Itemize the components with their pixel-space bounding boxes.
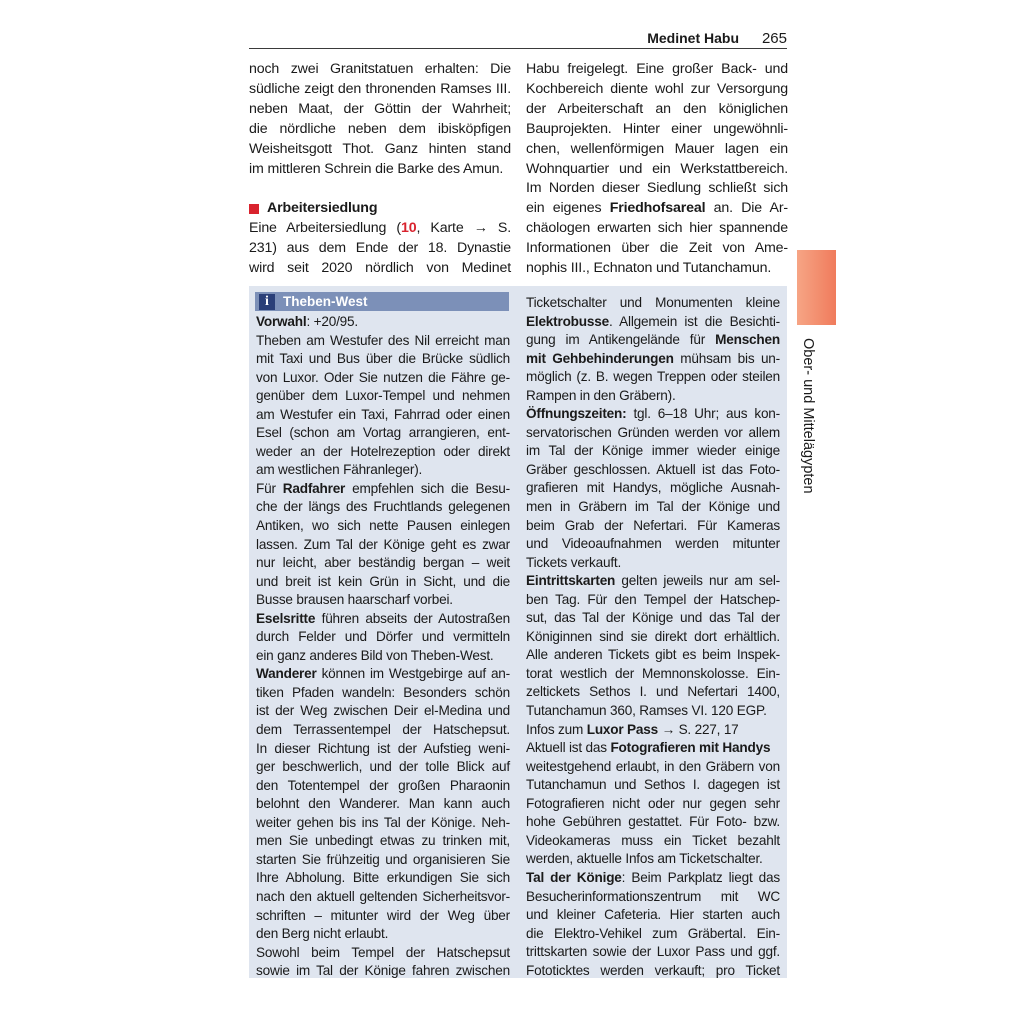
text-line: genüber dem Luxor-Tempel und nehmen [256, 388, 510, 404]
text-line: ben Tag. Für den Tempel der Hatschep- [526, 591, 780, 607]
text-run: mühsam bis un- [673, 350, 780, 366]
text-line: trittskarten sowie der Luxor Pass und ggf. [526, 944, 780, 960]
text-run: gung im Antikengelände für [526, 332, 716, 348]
text-line: men Sie unbedingt etwas zu trinken mit, [256, 833, 510, 849]
bold-term: Friedhofsareal [609, 200, 706, 217]
text-line: werden, aktuelle Infos am Ticketschalter. [526, 851, 763, 867]
bold-term: Eintrittskarten [526, 573, 616, 589]
text-line: servatorischen Gründen werden vor allem [526, 424, 780, 440]
info-icon: i [259, 294, 275, 310]
text-line: ist der Weg zwischen Deir el-Medina und [256, 703, 510, 719]
text-line [256, 313, 510, 332]
text-run: an. Die Ar- [705, 200, 789, 217]
text-line: Im Norden dieser Siedlung schließt sich [526, 180, 788, 197]
chapter-title: Medinet Habu [647, 30, 739, 46]
text-line: ger beschwerlich, und der tolle Blick auf [256, 759, 510, 775]
text-line: möglich (z. B. wegen Treppen oder steilen [526, 369, 780, 385]
text-line: im Tal der Könige immer wieder einige [526, 443, 780, 459]
chapter-tab [797, 250, 836, 325]
page-number: 265 [761, 30, 787, 47]
running-header [249, 28, 787, 49]
text-run: gelten jeweils nur am sel- [615, 573, 780, 589]
text-line [526, 331, 780, 350]
text-line: In dieser Richtung ist der Aufstieg weni- [256, 740, 510, 756]
text-line: mit Taxi und Bus über die Brücke südlich [256, 351, 510, 367]
text-line: am Westufer ein Taxi, Fahrrad oder einen [256, 406, 510, 422]
text-line: die nördliche neben dem ibisköpfigen [249, 120, 511, 137]
text-line: Tutanchamun 360, Ramses VI. 120 EGP. [526, 703, 767, 719]
text-line: am westlichen Fähranleger). [256, 462, 423, 478]
text-line: nach den aktuell geltenden Sicherheitsvor- [256, 888, 510, 904]
chapter-side-label [796, 338, 826, 518]
text-line: im mittleren Schrein die Barke des Amun. [249, 160, 504, 177]
text-line: Alle anderen Tickets gibt es beim Inspek- [526, 647, 780, 663]
text-line: starten Sie frühzeitig und organisieren Sie [256, 851, 510, 867]
text-line: hohe Gebühren gestattet. Für Foto- bzw. [526, 814, 780, 830]
text-line: weder an der Hotelrezeption oder direkt [256, 443, 510, 459]
text-run: Eine Arbeitersiedlung ( [249, 220, 401, 237]
paragraph [249, 60, 511, 179]
text-line: Fototicktes werden verkauft; pro Ticket [526, 962, 780, 978]
text-run: empfehlen sich die Besu- [345, 480, 510, 496]
text-line: Esel (schon am Vortag arrangieren, ent- [256, 425, 510, 441]
text-line [256, 480, 510, 499]
text-line: noch zwei Granitstatuen erhalten: Die [249, 61, 511, 77]
text-line: neben Maat, der Göttin der Wahrheit; [249, 100, 511, 117]
bold-term: Vorwahl [256, 314, 307, 329]
text-line [526, 405, 780, 424]
text-line: Theben am Westufer des Nil erreicht man [256, 332, 510, 348]
text-line: Antiken, wo sich nette Pausen einlegen [256, 518, 510, 534]
text-line: und kleiner Cafeteria. Hier starten auch [526, 907, 780, 923]
text-line [249, 219, 511, 239]
text-line: belohnt den Wanderer. Man kann auch [256, 796, 510, 812]
text-line: nophis III., Echnaton und Tutanchamun. [526, 260, 772, 277]
text-line: die Elektro-Vehikel zum Gräbertal. Ein- [526, 925, 780, 941]
text-run: : +20/95. [306, 314, 358, 329]
text-line: durch Felder und Dörfer und vermitteln [256, 629, 510, 645]
text-line [526, 350, 780, 369]
text-line [526, 721, 780, 740]
info-box-column-right [526, 294, 780, 980]
text-line: weiter gehen bis ins Tal der Könige. Neh- [256, 814, 510, 830]
info-box-header [255, 292, 509, 311]
text-line: dem Terrassentempel der Hatschepsut. [256, 722, 510, 738]
bold-term: Eselsritte [256, 610, 316, 626]
bold-term: Tal der Könige [526, 869, 622, 885]
text-run: Für [256, 480, 283, 496]
text-line: südliche zeigt den thronenden Ramses III. [249, 80, 511, 97]
text-run: führen abseits der Autostraßen [315, 610, 510, 626]
info-box [249, 286, 787, 978]
text-line: chäologen erwarten sich hier spannende [526, 220, 788, 237]
text-line: Tutanchamun und Sethos I. dagegen ist [526, 777, 780, 793]
text-line [256, 665, 510, 684]
text-line: Wohnquartier und ein Werkstattbereich. [526, 160, 788, 177]
text-line: Gräber geschlossen. Aktuell ist das Foto- [526, 461, 780, 477]
text-line: Ticketschalter und Monumenten kleine [526, 295, 780, 310]
text-line: ein ganz anderes Bild von Theben-West. [256, 647, 494, 663]
text-line: Rampen in den Gräbern). [526, 387, 676, 403]
text-line: men in Gräbern im Tal der Könige und [526, 499, 780, 515]
paragraph [526, 60, 788, 279]
text-line: Weisheitsgott Thot. Ganz hinten stand [249, 140, 511, 157]
text-line: und breit ist kein Grün in Sicht, und die [256, 573, 510, 589]
text-run: können im Westgebirge auf an- [316, 666, 510, 682]
text-line: Sowohl beim Tempel der Hatschepsut [256, 944, 510, 960]
text-line: wird seit 2020 nördlich von Medinet [249, 260, 511, 277]
bold-term: Fotografieren mit Handys [610, 740, 771, 756]
text-line: Busse brausen haarscharf vorbei. [256, 592, 453, 608]
bold-term: Radfahrer [282, 480, 346, 496]
section-heading-text: Arbeitersiedlung [267, 200, 378, 217]
bold-term: Wanderer [256, 666, 317, 682]
bold-term: Luxor Pass [586, 721, 659, 737]
text-line: schriften – mitunter wird der Weg über [256, 907, 510, 923]
text-line: lassen. Zum Tal der Könige geht es zwar [256, 536, 510, 552]
text-line: che der längs des Fruchtlands gelegenen [256, 499, 510, 515]
text-line [526, 869, 780, 888]
text-line: und Videoaufnahmen werden mitunter [526, 536, 780, 552]
text-line: Bauprojekten. Hinter einer ungewöhnli- [526, 120, 788, 137]
text-line [526, 572, 780, 591]
text-line: Fotografieren nicht oder nur gegen sehr [526, 795, 780, 811]
map-reference-number: 10 [401, 220, 417, 237]
text-run: tgl. 6–18 Uhr; aus kon- [626, 406, 780, 422]
text-line: weitestgehend erlaubt, in den Gräbern von [526, 758, 780, 774]
text-run: → S. 227, 17 [658, 721, 739, 737]
text-line: nur leicht, aber beständig bergan – weit [256, 555, 510, 571]
text-line: sut, das Tal der Könige und das Tal der [526, 610, 780, 626]
bold-term: Elektrobusse [526, 313, 609, 329]
text-column-left [249, 60, 511, 279]
bold-term: mit Gehbehinderungen [526, 350, 674, 366]
text-run: Infos zum [526, 721, 587, 737]
text-line: tiken Pfaden wandeln: Besonders schön [256, 684, 510, 700]
text-line [526, 313, 780, 332]
text-line [526, 739, 780, 758]
section-heading [249, 199, 511, 219]
text-column-right [526, 60, 788, 279]
text-line: chen, wellenförmigen Mauer lagen ein [526, 140, 788, 157]
text-line: Videokameras muss ein Ticket bezahlt [526, 832, 780, 848]
text-line [526, 199, 788, 219]
text-line: Kochbereich diente wohl zur Versorgung [526, 80, 788, 97]
paragraph [249, 219, 511, 279]
text-line: Königinnen sind sie direkt dort erhältlich. [526, 628, 780, 644]
red-square-icon [249, 204, 259, 214]
info-box-title: Theben-West [283, 294, 368, 309]
text-line [256, 610, 510, 629]
text-line: der Arbeiterschaft an den königlichen [526, 100, 788, 117]
text-line: Informationen über die Zeit von Ame- [526, 240, 788, 257]
text-line: 231) aus dem Ende der 18. Dynastie [249, 240, 511, 257]
text-line: zeltickets Sethos I. und Nefertari 1400, [526, 684, 780, 700]
text-run: . Allgemein ist die Besichti- [608, 313, 780, 329]
text-line: den Totentempel der großen Pharaonin [256, 777, 510, 793]
text-run: : Beim Parkplatz liegt das [621, 869, 780, 885]
text-line: Ihre Abholung. Bitte erkundigen Sie sich [256, 870, 510, 886]
text-line: den Berg nicht erlaubt. [256, 926, 389, 942]
text-run: , Karte → S. [416, 220, 511, 237]
text-line: Habu freigelegt. Eine großer Back- und [526, 61, 788, 77]
text-run: ein eigenes [526, 200, 610, 217]
text-line: beim Grab der Nefertari. Für Kameras [526, 517, 780, 533]
text-line: torat westlich der Memnonskolosse. Ein- [526, 665, 780, 681]
text-line: von Luxor. Oder Sie nutzen die Fähre ge- [256, 369, 510, 385]
text-line: Tickets verkauft. [526, 554, 622, 570]
bold-term: Menschen [715, 332, 780, 348]
text-line: grafieren mit Handys, mögliche Ausnah- [526, 480, 780, 496]
text-run: Aktuell ist das [526, 740, 611, 756]
chapter-side-label-text: Ober- und Mittelägypten [800, 338, 816, 494]
info-box-column-left [256, 313, 510, 981]
bold-term: Öffnungszeiten: [526, 406, 627, 422]
text-line: sowie im Tal der Könige fahren zwischen [256, 963, 510, 979]
text-line: Besucherinformationszentrum mit WC [526, 888, 780, 904]
